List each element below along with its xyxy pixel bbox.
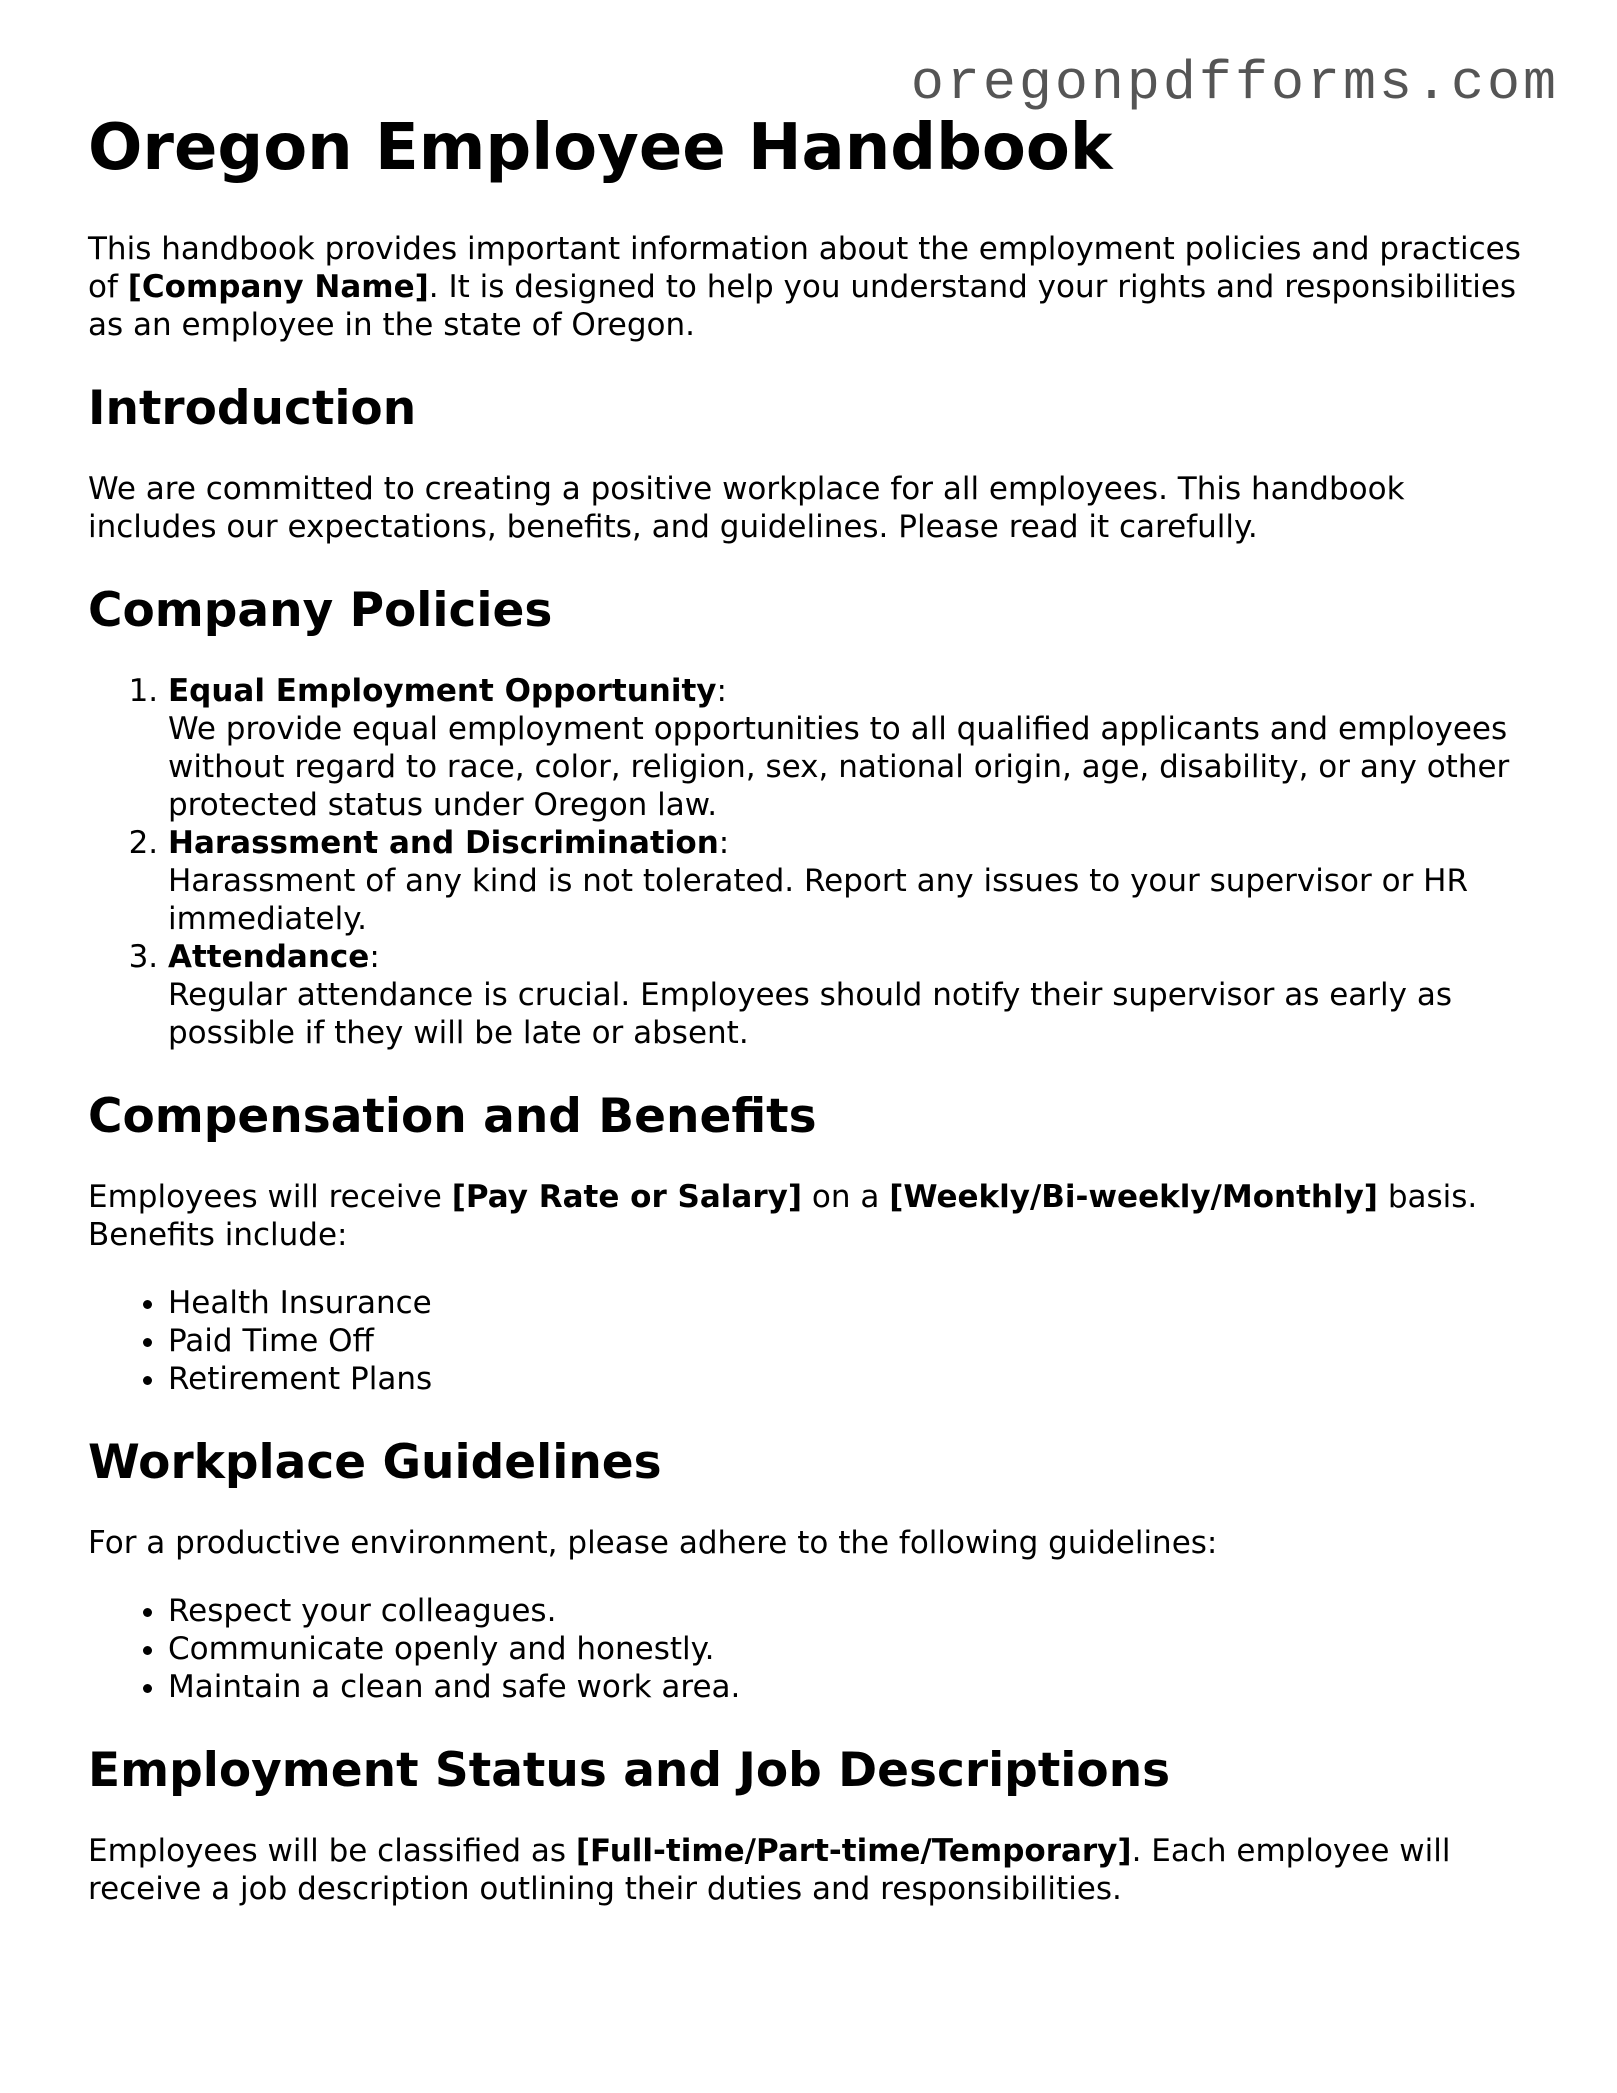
compensation-paragraph xyxy=(88,1178,1528,1254)
guidelines-list xyxy=(88,1592,1528,1706)
company-name-placeholder: [Company Name] xyxy=(127,268,429,305)
pay-rate-placeholder: [Pay Rate or Salary] xyxy=(451,1178,803,1215)
company-policies-heading: Company Policies xyxy=(88,582,553,638)
policy-item: 1. Equal Employment Opportunity: We provide equal employment opportunities to all qualified applicants and employees without regard to race, color, religion, sex, national origin, age, disability, or any other protected status under Oregon law. xyxy=(168,672,1528,824)
policies-list xyxy=(88,672,1528,1052)
intro-text-after: . It is designed to help you understand your rights and responsibilities as an employee in the state of Oregon. xyxy=(88,268,1517,343)
compensation-text-2: on a xyxy=(802,1178,890,1215)
document-body xyxy=(88,112,1528,1908)
compensation-heading: Compensation and Benefits xyxy=(88,1088,817,1144)
introduction-paragraph: We are committed to creating a positive workplace for all employees. This handbook includes our expectations, benefits, and guidelines. Please read it carefully. xyxy=(88,470,1405,545)
compensation-text-3: basis. Benefits include: xyxy=(88,1178,1478,1253)
compensation-text-1: Employees will receive xyxy=(88,1178,452,1215)
benefit-item: • Retirement Plans xyxy=(168,1360,1528,1398)
watermark: oregonpdfforms.com xyxy=(910,52,1559,115)
pay-period-placeholder: [Weekly/Bi-weekly/Monthly] xyxy=(889,1178,1378,1215)
employment-status-heading: Employment Status and Job Descriptions xyxy=(88,1742,1171,1798)
guideline-item: • Communicate openly and honestly. xyxy=(168,1630,1528,1668)
page-title: Oregon Employee Handbook xyxy=(88,111,1113,185)
policy-title: Harassment and Discrimination xyxy=(168,824,719,861)
policy-title: Attendance xyxy=(168,938,370,975)
employment-status-text-2: . Each employee will receive a job description outlining their duties and responsibilities. xyxy=(88,1832,1451,1907)
policy-text: We provide equal employment opportunities to all qualified applicants and employees without regard to race, color, religion, sex, national origin, age, disability, or any other protected status under Oregon law. xyxy=(168,710,1510,823)
benefit-item: • Health Insurance xyxy=(168,1284,1528,1322)
workplace-guidelines-heading: Workplace Guidelines xyxy=(88,1434,662,1490)
employment-status-paragraph xyxy=(88,1832,1528,1908)
policy-item: 3. Attendance: Regular attendance is crucial. Employees should notify their supervisor as early as possible if they will be late or absent. xyxy=(168,938,1528,1052)
intro-paragraph xyxy=(88,230,1528,344)
guidelines-paragraph: For a productive environment, please adhere to the following guidelines: xyxy=(88,1524,1218,1561)
benefits-list xyxy=(88,1284,1528,1398)
employment-type-placeholder: [Full-time/Part-time/Temporary] xyxy=(575,1832,1132,1869)
guideline-item: • Maintain a clean and safe work area. xyxy=(168,1668,1528,1706)
intro-text-before: This handbook provides important information about the employment policies and practices of xyxy=(88,230,1521,305)
policy-text: Harassment of any kind is not tolerated. Report any issues to your supervisor or HR immediately. xyxy=(168,862,1469,937)
introduction-heading: Introduction xyxy=(88,380,417,436)
policy-text: Regular attendance is crucial. Employees should notify their supervisor as early as possible if they will be late or absent. xyxy=(168,976,1452,1051)
policy-item: 2. Harassment and Discrimination: Harassment of any kind is not tolerated. Report any issues to your supervisor or HR immediately. xyxy=(168,824,1528,938)
benefit-item: • Paid Time Off xyxy=(168,1322,1528,1360)
policy-title: Equal Employment Opportunity xyxy=(168,672,717,709)
guideline-item: • Respect your colleagues. xyxy=(168,1592,1528,1630)
employment-status-text-1: Employees will be classified as xyxy=(88,1832,576,1869)
